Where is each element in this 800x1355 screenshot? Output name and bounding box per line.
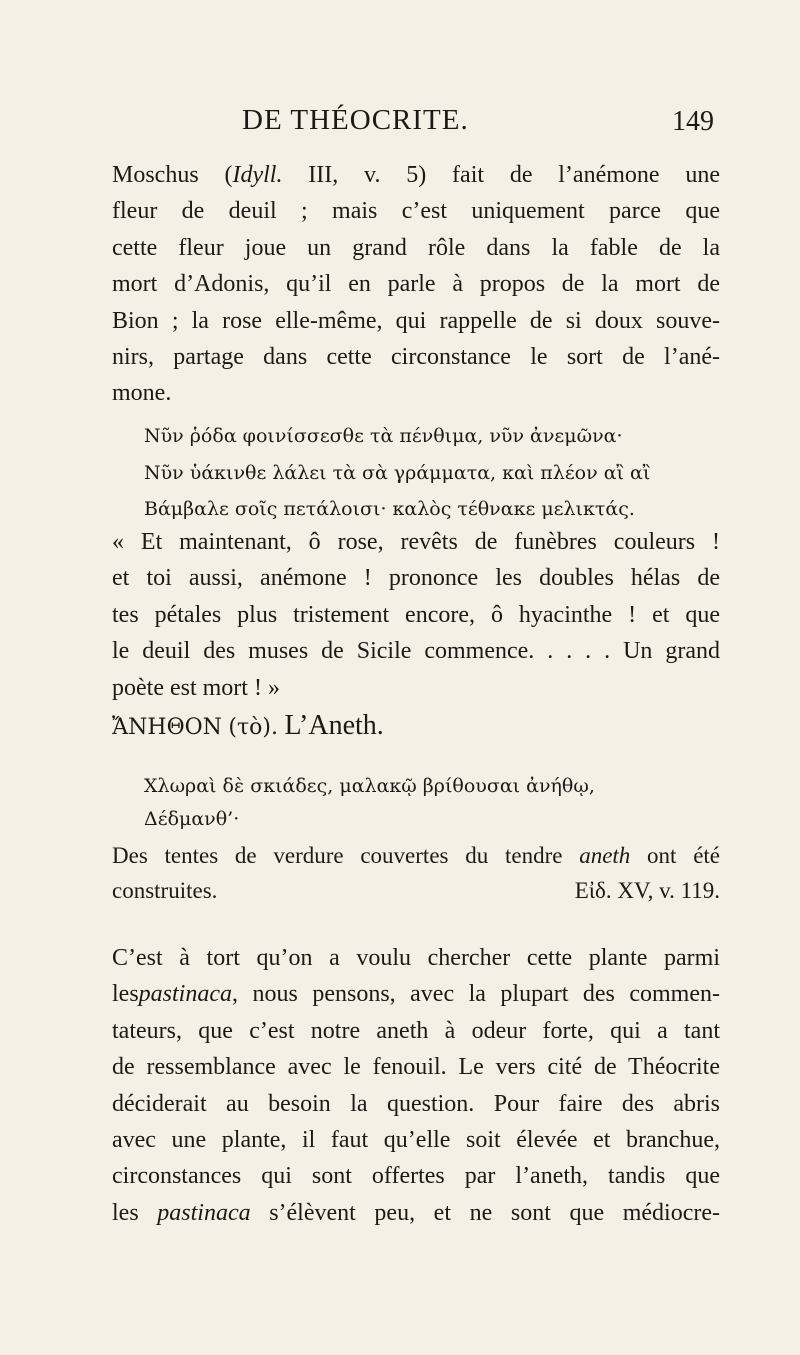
- greek-quote-moschus: [144, 418, 720, 528]
- running-title: DE THÉOCRITE.: [242, 104, 469, 136]
- paragraph-discussion: [112, 940, 720, 1231]
- text-line: Des tentes de verdure couvertes du tendre aneth ont été: [112, 843, 721, 868]
- text-line: déciderait au besoin la question. Pour faire des abris: [112, 1090, 720, 1117]
- text-line: de ressemblance avec le fenouil. Le vers cité de Théocrite: [112, 1054, 720, 1081]
- greek-verse: Βάμβαλε σοῖς πετάλοισι· καλὸς τέθνακε μελικτάς.: [144, 498, 635, 520]
- french-headword: L’Aneth.: [284, 710, 384, 741]
- text-line: C’est à tort qu’on a voulu chercher cette plante parmi: [112, 945, 720, 971]
- text-line: les pastinaca s’élèvent peu, et ne sont que médiocre-: [112, 1199, 720, 1226]
- greek-article: (τὸ).: [228, 715, 278, 740]
- text-line: poète est mort ! »: [112, 674, 280, 701]
- text-line: Moschus (Idyll. III, v. 5) fait de l’anémone une: [112, 162, 720, 188]
- text-line: mone.: [112, 380, 172, 407]
- text-line: construites. Εἰδ. XV, v. 119.: [112, 873, 720, 908]
- text-line: tateurs, que c’est notre aneth à odeur forte, qui a tant: [112, 1017, 720, 1044]
- source-reference: Εἰδ. XV, v. 119.: [574, 878, 720, 903]
- text-line: circonstances qui sont offertes par l’aneth, tandis que: [112, 1163, 720, 1190]
- text-line: fleur de deuil ; mais c’est uniquement parce que: [112, 198, 720, 225]
- greek-verse: Νῦν ῥόδα φοινίσσεσθε τὰ πένθιμα, νῦν ἀνεμῶνα·: [144, 425, 623, 447]
- italic-term: aneth: [579, 843, 631, 868]
- greek-headword: ἌΝΗΘΟΝ: [112, 715, 222, 740]
- italic-reference: Idyll.: [232, 162, 283, 188]
- greek-verse: Νῦν ὑάκινθε λάλει τὰ σὰ γράμματα, καὶ πλέον αἲ αἲ: [144, 461, 651, 484]
- text-line: tes pétales plus tristement encore, ô hyacinthe ! et que: [112, 601, 720, 628]
- text-line: nirs, partage dans cette circonstance le sort de l’ané-: [112, 344, 720, 371]
- text-line: le deuil des muses de Sicile commence. . . . . Un grand: [112, 638, 720, 665]
- text-line: mort d’Adonis, qu’il en parle à propos de la mort de: [112, 271, 720, 298]
- greek-quote-theocritus: [144, 770, 595, 836]
- italic-term: pastinaca: [157, 1199, 251, 1226]
- paragraph-translation-moschus: [112, 524, 720, 706]
- translation-theocritus: [112, 838, 720, 908]
- greek-verse: Χλωραὶ δὲ σκιάδες, μαλακῷ βρίθουσαι ἀνήθῳ,: [144, 775, 595, 797]
- text-line: et toi aussi, anémone ! prononce les doubles hélas de: [112, 565, 720, 592]
- text-line: lespastinaca, nous pensons, avec la plupart des commen-: [112, 981, 720, 1008]
- text-line: cette fleur joue un grand rôle dans la fable de la: [112, 234, 720, 261]
- text-line: « Et maintenant, ô rose, revêts de funèbres couleurs !: [112, 529, 720, 555]
- section-heading-aneth: [112, 710, 384, 742]
- text-line: avec une plante, il faut qu’elle soit élevée et branchue,: [112, 1127, 720, 1154]
- text-line: Bion ; la rose elle-même, qui rappelle de si doux souve-: [112, 307, 720, 334]
- paragraph-moschus: [112, 157, 720, 412]
- page-number: 149: [672, 106, 714, 137]
- greek-verse: Δέδμανθ’·: [144, 808, 240, 830]
- italic-term: pastinaca: [138, 981, 232, 1008]
- page-header: [112, 104, 720, 144]
